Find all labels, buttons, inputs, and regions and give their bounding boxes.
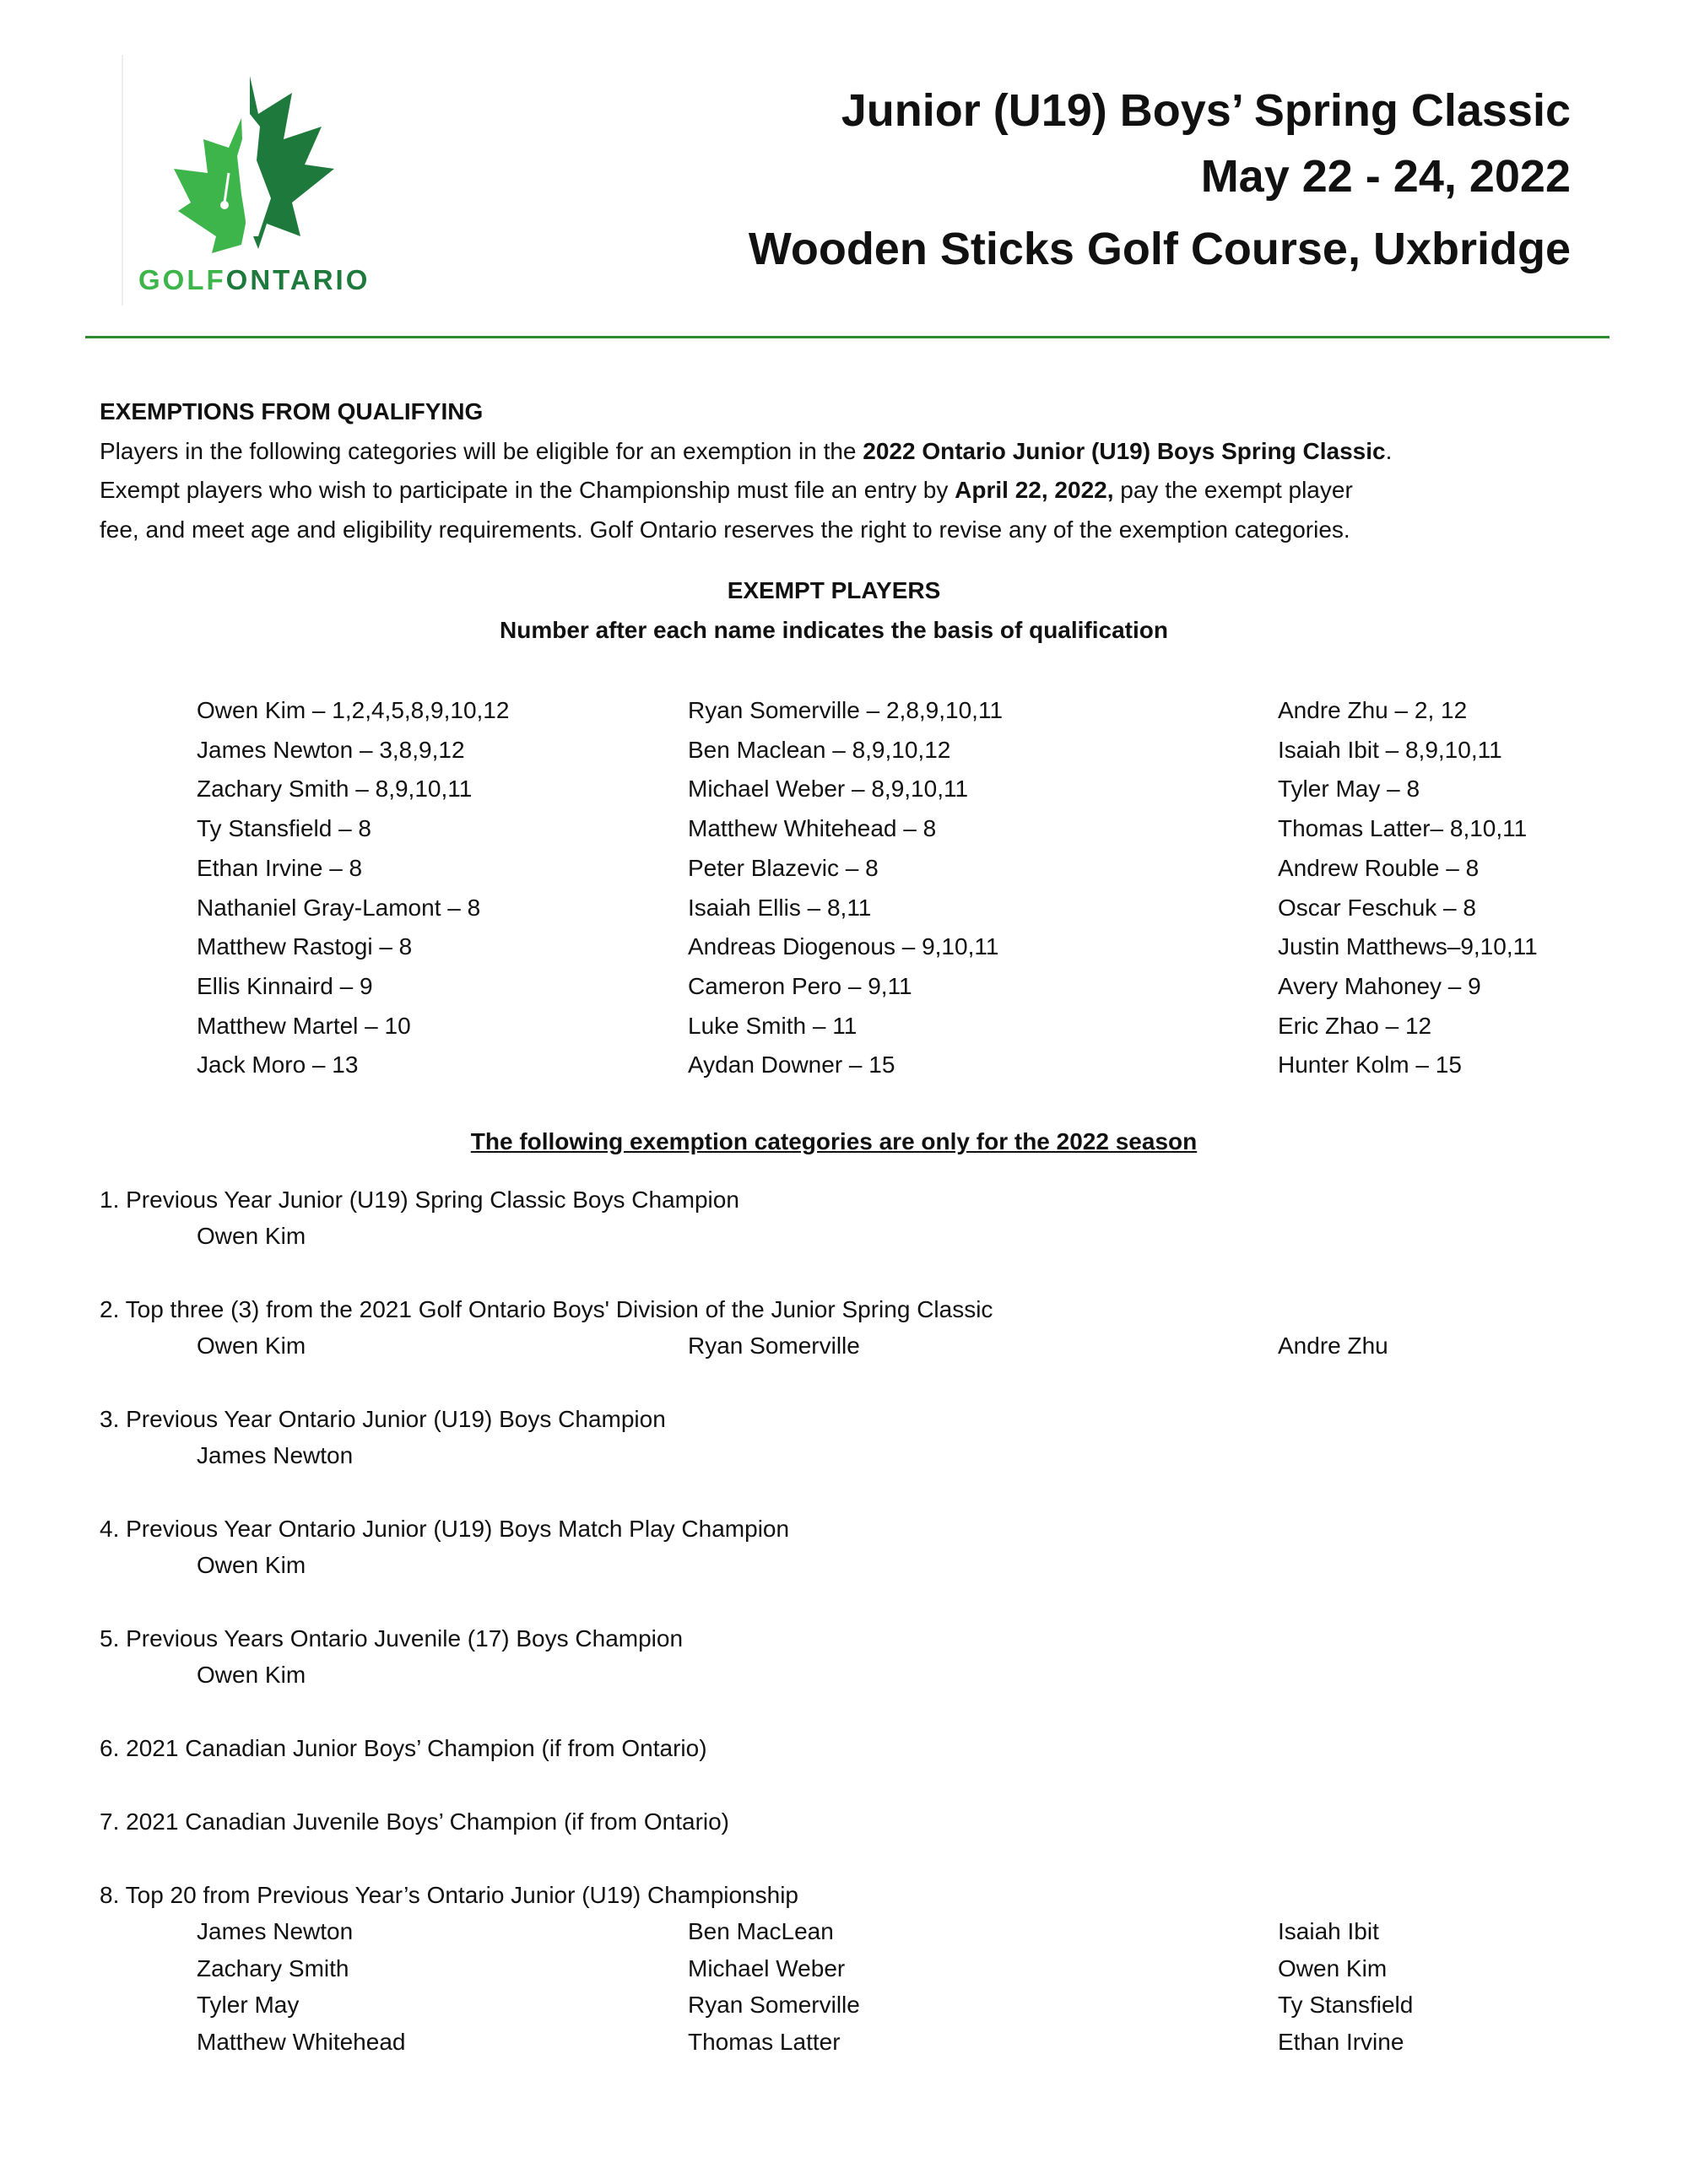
- exempt-player: Michael Weber – 8,9,10,11: [688, 776, 969, 803]
- text: Players in the following categories will be eligible for an exemption in the: [100, 437, 863, 464]
- category-title: 8. Top 20 from Previous Year’s Ontario Junior (U19) Championship: [100, 1882, 798, 1908]
- exempt-player: Ellis Kinnaird – 9: [197, 972, 373, 999]
- exempt-player: Aydan Downer – 15: [688, 1051, 895, 1078]
- text: pay the exempt player: [1113, 477, 1353, 503]
- exemptions-heading: EXEMPTIONS FROM QUALIFYING: [100, 398, 484, 424]
- category-player: Owen Kim: [197, 1223, 306, 1249]
- exempt-players-subheading: Number after each name indicates the basis of qualification: [500, 617, 1168, 643]
- exempt-player: Isaiah Ellis – 8,11: [688, 894, 872, 921]
- exempt-players-heading: EXEMPT PLAYERS: [727, 577, 941, 603]
- exempt-player: Matthew Martel – 10: [197, 1012, 411, 1039]
- exempt-player: Jack Moro – 13: [197, 1051, 359, 1078]
- exempt-player: Ryan Somerville – 2,8,9,10,11: [688, 697, 1004, 723]
- exempt-player: Tyler May – 8: [1278, 776, 1420, 803]
- category-player: Owen Kim: [197, 1333, 306, 1359]
- category-player: Ben MacLean: [688, 1918, 834, 1944]
- text: Exempt players who wish to participate in the Championship must file an entry by: [100, 477, 955, 503]
- event-name: 2022 Ontario Junior (U19) Boys Spring Classic: [863, 437, 1386, 464]
- category-player: James Newton: [197, 1442, 354, 1468]
- exemptions-line-1: [100, 432, 1392, 472]
- category-player: Ryan Somerville: [688, 1992, 860, 2018]
- exemptions-line-2: [100, 471, 1392, 511]
- exempt-player: Matthew Whitehead – 8: [688, 815, 937, 842]
- season-categories-heading: The following exemption categories are only for the 2022 season: [470, 1128, 1198, 1154]
- exempt-player: Avery Mahoney – 9: [1278, 972, 1481, 999]
- exempt-player: Thomas Latter– 8,10,11: [1278, 815, 1528, 842]
- exempt-player: Andreas Diogenous – 9,10,11: [688, 933, 999, 960]
- category-player: James Newton: [197, 1918, 354, 1944]
- exempt-player: Ben Maclean – 8,9,10,12: [688, 736, 951, 763]
- exempt-player: Luke Smith – 11: [688, 1012, 858, 1039]
- category-player: Thomas Latter: [688, 2028, 841, 2055]
- category-title: 1. Previous Year Junior (U19) Spring Classic Boys Champion: [100, 1187, 739, 1213]
- category-player: Owen Kim: [197, 1552, 306, 1578]
- category-title: 5. Previous Years Ontario Juvenile (17) Boys Champion: [100, 1625, 684, 1652]
- category-player: Ty Stansfield: [1278, 1992, 1414, 2018]
- category-player: Tyler May: [197, 1992, 300, 2018]
- category-player: Matthew Whitehead: [197, 2028, 406, 2055]
- exempt-player: Justin Matthews–9,10,11: [1278, 933, 1538, 960]
- category-player: Owen Kim: [1278, 1954, 1388, 1981]
- exempt-player: Peter Blazevic – 8: [688, 854, 879, 881]
- svg-text:GOLFONTARIO: GOLFONTARIO: [138, 264, 368, 295]
- golf-ontario-logo: [122, 55, 368, 305]
- exempt-player: Cameron Pero – 9,11: [688, 972, 912, 999]
- exempt-player: Hunter Kolm – 15: [1278, 1051, 1462, 1078]
- exempt-player: Nathaniel Gray-Lamont – 8: [197, 894, 481, 921]
- maple-leaf-golfer-icon: [123, 55, 368, 305]
- category-player: Ethan Irvine: [1278, 2028, 1404, 2055]
- title-venue: Wooden Sticks Golf Course, Uxbridge: [748, 224, 1571, 274]
- title-event: Junior (U19) Boys’ Spring Classic: [841, 85, 1571, 136]
- entry-deadline: April 22, 2022,: [955, 477, 1114, 503]
- exempt-player: Ty Stansfield – 8: [197, 815, 372, 842]
- exempt-player: Ethan Irvine – 8: [197, 854, 363, 881]
- category-title: 6. 2021 Canadian Junior Boys’ Champion (if from Ontario): [100, 1735, 707, 1761]
- category-player: Isaiah Ibit: [1278, 1918, 1379, 1944]
- category-title: 2. Top three (3) from the 2021 Golf Ontario Boys' Division of the Junior Spring Classic: [100, 1296, 993, 1322]
- category-title: 4. Previous Year Ontario Junior (U19) Boys Match Play Champion: [100, 1516, 790, 1542]
- category-player: Michael Weber: [688, 1954, 846, 1981]
- exempt-player: Andrew Rouble – 8: [1278, 854, 1480, 881]
- exempt-player: Isaiah Ibit – 8,9,10,11: [1278, 736, 1502, 763]
- category-title: 7. 2021 Canadian Juvenile Boys’ Champion (if from Ontario): [100, 1808, 730, 1835]
- exempt-player: Matthew Rastogi – 8: [197, 933, 413, 960]
- title-dates: May 22 - 24, 2022: [1200, 151, 1571, 202]
- exempt-player: Zachary Smith – 8,9,10,11: [197, 776, 473, 803]
- category-player: Zachary Smith: [197, 1954, 349, 1981]
- exempt-player: Oscar Feschuk – 8: [1278, 894, 1476, 921]
- category-player: Owen Kim: [197, 1662, 306, 1688]
- category-player: Andre Zhu: [1278, 1333, 1388, 1359]
- category-player: Ryan Somerville: [688, 1333, 860, 1359]
- exempt-player: James Newton – 3,8,9,12: [197, 736, 465, 763]
- exemptions-line-3: fee, and meet age and eligibility requirements. Golf Ontario reserves the right to revise any of the exemption categories.: [100, 516, 1350, 543]
- exemptions-section: [100, 392, 1392, 549]
- category-title: 3. Previous Year Ontario Junior (U19) Boys Champion: [100, 1406, 666, 1432]
- exempt-player: Eric Zhao – 12: [1278, 1012, 1432, 1039]
- exempt-player: Owen Kim – 1,2,4,5,8,9,10,12: [197, 697, 510, 723]
- header-divider: [85, 336, 1610, 338]
- exempt-player: Andre Zhu – 2, 12: [1278, 697, 1468, 723]
- text: .: [1385, 437, 1393, 464]
